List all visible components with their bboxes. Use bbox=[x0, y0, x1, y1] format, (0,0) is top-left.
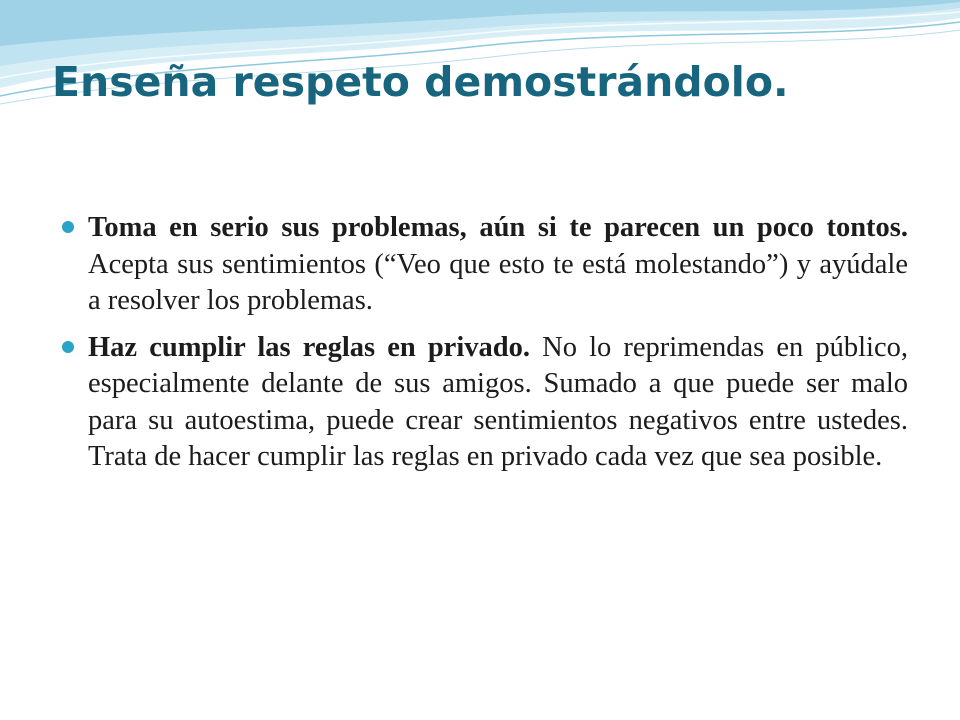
bullet-bold-text: Haz cumplir las reglas en privado. bbox=[88, 331, 530, 363]
bullet-text: Acepta sus sentimientos (“Veo que esto te está molestando”) y ayúdale a resolver los problemas. bbox=[88, 248, 908, 316]
bullet-icon bbox=[62, 341, 74, 353]
bullet-bold-text: Toma en serio sus problemas, aún si te parecen un poco tontos. bbox=[88, 212, 908, 243]
bullet-text: No lo reprimendas en público, especialmente delante de sus amigos. Sumado a que puede ser malo para su autoestima, puede crear sentimientos negativos entre ustedes. Trata de hacer cumplir las reglas en privado cada vez que sea posible. bbox=[88, 331, 909, 472]
slide-title: Enseña respeto demostrándolo. bbox=[52, 58, 789, 106]
bullet-item bbox=[62, 210, 908, 320]
bullet-item bbox=[62, 330, 908, 476]
bullet-icon bbox=[62, 221, 74, 233]
bullet-list bbox=[62, 210, 908, 486]
